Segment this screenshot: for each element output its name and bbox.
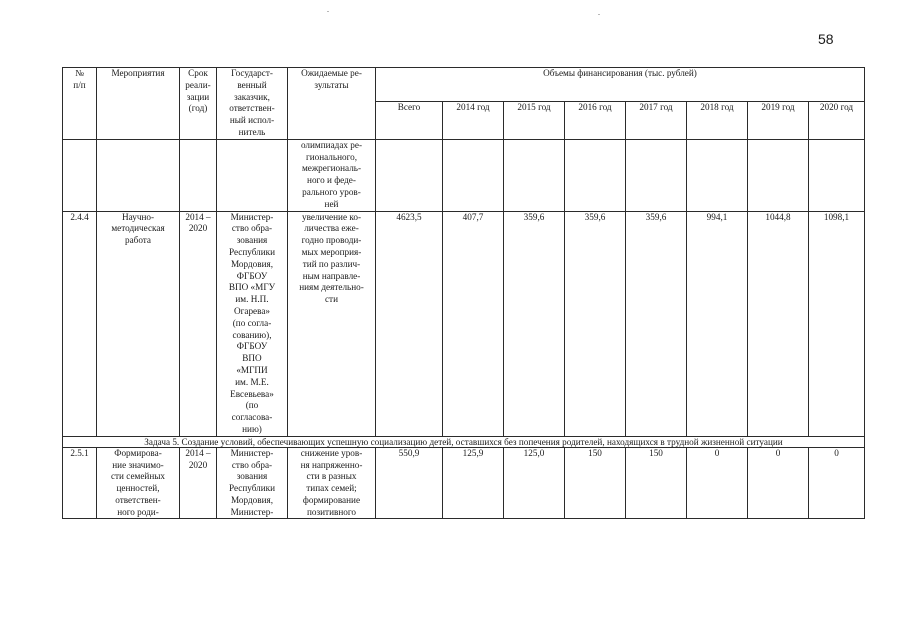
value-2015: 125,0 xyxy=(504,447,565,519)
table-row xyxy=(63,139,865,211)
header-results: Ожидаемые ре- зультаты xyxy=(288,68,376,140)
header-year-2019: 2019 год xyxy=(748,102,809,139)
value-2018: 0 xyxy=(687,447,748,519)
results-cell: увеличение ко- личества еже- годно проводи- мых мероприя- тий по различ- ным направле- ниям деятельно- сти xyxy=(288,211,376,436)
header-customer: Государст- венный заказчик, ответствен- ный испол- нитель xyxy=(217,68,288,140)
header-num: № п/п xyxy=(63,68,97,140)
header-financing: Объемы финансирования (тыс. рублей) xyxy=(376,68,865,102)
header-year-2017: 2017 год xyxy=(626,102,687,139)
value-2019: 0 xyxy=(748,447,809,519)
value-total: 550,9 xyxy=(376,447,443,519)
results-cell: снижение уров- ня напряженно- сти в разных типах семей; формирование позитивного xyxy=(288,447,376,519)
value-2020: 1098,1 xyxy=(809,211,865,436)
value-2017: 150 xyxy=(626,447,687,519)
value-2018: 994,1 xyxy=(687,211,748,436)
header-year-2018: 2018 год xyxy=(687,102,748,139)
header-event: Мероприятия xyxy=(97,68,180,140)
task-heading: Задача 5. Создание условий, обеспечивающих успешную социализацию детей, оставшихся без попечения родителей, находящихся в трудной жизненной ситуации xyxy=(63,436,865,447)
header-year-2020: 2020 год xyxy=(809,102,865,139)
event-cell: Формирова- ние значимо- сти семейных ценностей, ответствен- ного роди- xyxy=(97,447,180,519)
value-2016: 150 xyxy=(565,447,626,519)
table-row xyxy=(63,447,865,519)
header-term: Срок реали- зации (год) xyxy=(180,68,217,140)
header-row xyxy=(63,68,865,102)
value-2014: 125,9 xyxy=(443,447,504,519)
value-2016: 359,6 xyxy=(565,211,626,436)
results-cell: олимпиадах ре- гионального, межрегиональ- ного и феде- рального уров- ней xyxy=(288,139,376,211)
term-cell: 2014 – 2020 xyxy=(180,447,217,519)
value-2017: 359,6 xyxy=(626,211,687,436)
table-row xyxy=(63,211,865,436)
customer-cell: Министер- ство обра- зования Республики Мордовия, Министер- xyxy=(217,447,288,519)
header-year-total: Всего xyxy=(376,102,443,139)
value-2014: 407,7 xyxy=(443,211,504,436)
value-total: 4623,5 xyxy=(376,211,443,436)
customer-cell: Министер- ство обра- зования Республики Мордовия, ФГБОУ ВПО «МГУ им. Н.П. Огарева» (по согла- сованию), ФГБОУ ВПО «МГПИ им. М.Е. Евсевьева» (по согласова- нию) xyxy=(217,211,288,436)
term-cell: 2014 – 2020 xyxy=(180,211,217,436)
header-year-2016: 2016 год xyxy=(565,102,626,139)
value-2019: 1044,8 xyxy=(748,211,809,436)
row-number: 2.4.4 xyxy=(63,211,97,436)
task-row xyxy=(63,436,865,447)
scan-speck xyxy=(327,11,329,12)
value-2015: 359,6 xyxy=(504,211,565,436)
value-2020: 0 xyxy=(809,447,865,519)
scan-speck xyxy=(598,14,600,15)
page-number: 58 xyxy=(818,31,834,47)
event-cell: Научно- методическая работа xyxy=(97,211,180,436)
header-year-2014: 2014 год xyxy=(443,102,504,139)
financing-table xyxy=(62,67,865,519)
header-year-2015: 2015 год xyxy=(504,102,565,139)
row-number: 2.5.1 xyxy=(63,447,97,519)
